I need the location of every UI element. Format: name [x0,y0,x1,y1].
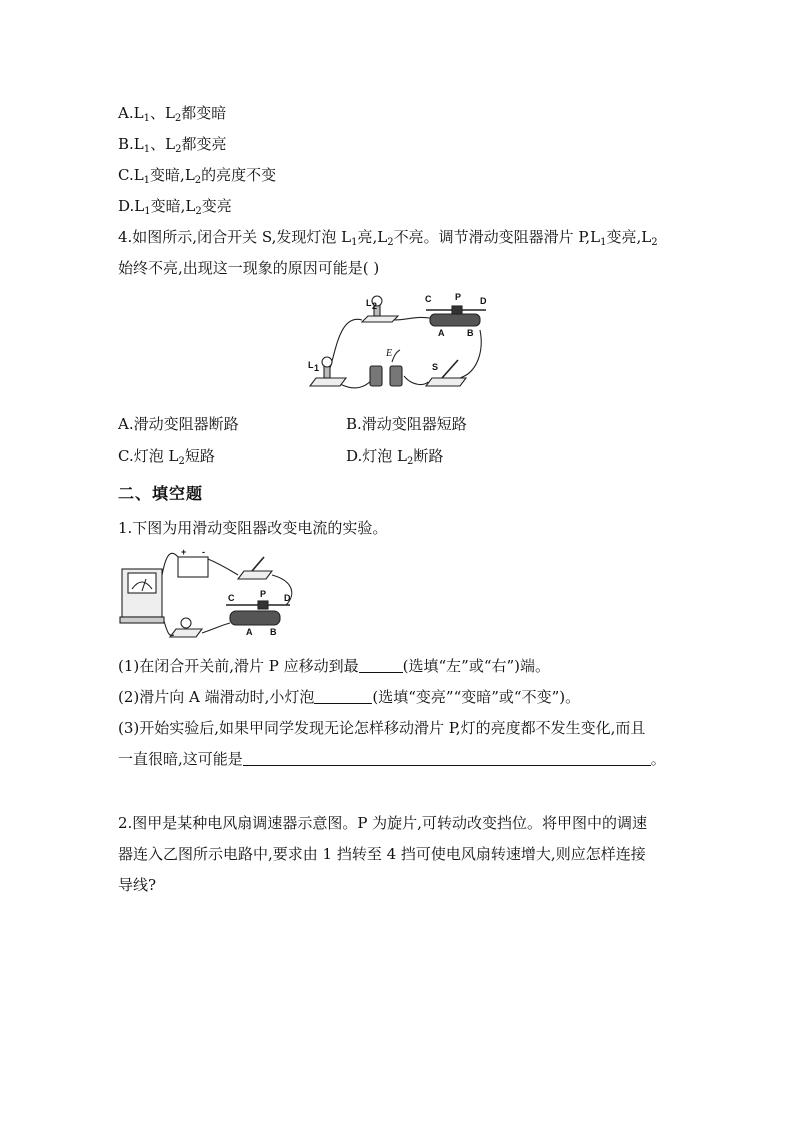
lamp-l1-base [310,378,346,386]
fill1-q3-line1: (3)开始实验后,如果甲同学发现无论怎样移动滑片 P,灯的亮度都不发生变化,而且 [118,719,646,737]
circuit-figure-2 [118,545,308,645]
fill2-line3: 导线? [118,876,157,894]
wire [208,559,238,575]
answer-blank[interactable] [359,658,403,673]
wire [330,319,362,368]
rheostat-slider [258,601,268,609]
rheostat-slider [452,306,462,314]
battery-plus: + [181,547,187,557]
label-s: S [432,362,439,372]
battery-cell [390,366,402,386]
option-b: $B.L_1$、$L_2$都变亮 [118,135,227,155]
wire [404,376,428,384]
q4-stem-line2: 始终不亮,出现这一现象的原因可能是( ) [118,259,380,277]
fill1-intro: 1.下图为用滑动变阻器改变电流的实验。 [118,519,388,537]
lamp-bulb [181,618,191,628]
lamp-l2-base [362,316,398,322]
label-l2-sub: 2 [372,301,378,311]
fill1-q1: (1)在闭合开关前,滑片 P 应移动到最 (选填“左”或“右”)端。 [118,657,551,675]
label-b: B [467,328,474,338]
label-p: P [260,589,267,599]
circuit-figure-1 [300,290,500,398]
label-a: A [438,328,445,338]
option-a: $A.L_1$、$L_2$都变暗 [118,104,227,124]
q4-option-c: C.灯泡 $L_2$短路 [118,447,215,467]
wire [202,623,230,633]
answer-blank[interactable] [243,751,651,766]
rheostat-body [430,314,480,326]
label-d: D [480,296,487,306]
lamp-base [170,629,202,637]
fill2-line2: 器连入乙图所示电路中,要求由 1 挡转至 4 挡可使电风扇转速增大,则应怎样连接 [118,845,646,863]
label-l1: L [308,360,314,370]
option-c: $C.L_1$变暗$,L_2$的亮度不变 [118,166,277,186]
battery-minus: - [202,547,205,557]
label-l1-sub: 1 [314,363,320,373]
q4-stem-line1: 4.如图所示,闭合开关 S,发现灯泡 $L_1$亮$,L_2$不亮。调节滑动变阻器滑片 $P,L_1$变亮$,L_2$ [118,228,658,248]
wire [392,317,430,320]
fill2-line1: 2.图甲是某种电风扇调速器示意图。P 为旋片,可转动改变挡位。将甲图中的调速 [118,814,647,832]
label-a: A [246,627,253,637]
label-c: C [228,593,235,603]
q4-option-d: D.灯泡 $L_2$断路 [346,447,444,467]
label-p: P [455,292,462,302]
wire [392,350,400,362]
q4-option-a: A.滑动变阻器断路 [118,415,239,433]
label-d: D [284,593,291,603]
fill1-q2: (2)滑片向 A 端滑动时,小灯泡 (选填“变亮”“变暗”或“不变”)。 [118,688,581,706]
wire [162,553,178,575]
lamp-l1-bulb [322,357,332,367]
label-c: C [425,294,432,304]
rheostat-body [230,611,280,625]
fill1-q3-line2: 一直很暗,这可能是 。 [118,750,666,768]
switch-base [426,378,466,386]
battery [178,557,208,577]
label-b: B [270,627,277,637]
label-e: E [386,348,393,359]
section-title: 二、填空题 [118,484,204,503]
battery-cell [370,366,382,386]
option-d: $D.L_1$变暗$,L_2$变亮 [118,197,232,217]
q4-option-b: B.滑动变阻器短路 [346,415,467,433]
switch-base [238,571,272,579]
label-l2: L [366,298,372,308]
answer-blank[interactable] [314,689,372,704]
